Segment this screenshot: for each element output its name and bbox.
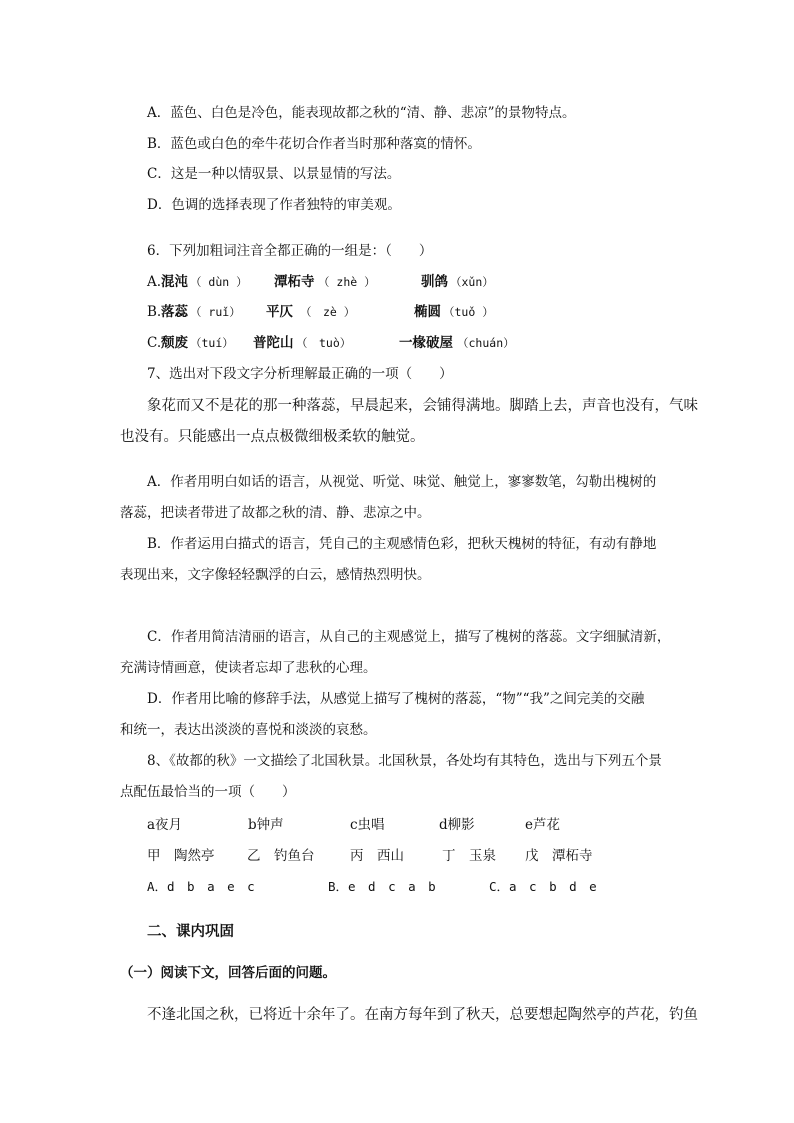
q6-c-pinyin1: （tuí） — [190, 336, 234, 350]
q6-b-word1: 落蕊 — [161, 304, 188, 320]
q5-option-b — [147, 134, 481, 154]
scene-item: a夜月 — [147, 817, 183, 833]
q6-a-word3: 驯鸽 — [421, 274, 448, 290]
q6-c-pinyin3: （chuán） — [457, 336, 515, 350]
option-text: 蓝色、白色是冷色，能表现故都之秋的“清、静、悲凉”的景物特点。 — [170, 105, 576, 121]
q7-option-c-line2: 充满诗情画意，使读者忘却了悲秋的心理。 — [120, 660, 377, 676]
q6-b-word3: 椭圆 — [414, 304, 441, 320]
q6-a-pinyin2: （ zhè ） — [318, 275, 376, 289]
place-item: 乙 钓鱼台 — [247, 848, 315, 864]
option-label: C． — [147, 166, 171, 182]
scene-item: d柳影 — [439, 817, 475, 833]
q8-stem-line2: 点配伍最恰当的一项（ ） — [120, 784, 296, 800]
option-text: 这是一种以情驭景、以景显情的写法。 — [170, 166, 401, 182]
q7-passage-line2: 也没有。只能感出一点点极微细极柔软的触觉。 — [120, 429, 425, 445]
q6-b-word2: 平仄 — [266, 304, 293, 320]
option-label: D． — [147, 197, 172, 213]
q5-option-c — [147, 164, 400, 184]
place-item: 丙 西山 — [350, 848, 404, 864]
answer-option: A．d b a e c — [147, 879, 255, 894]
answer-option: B．e d c a b — [328, 879, 436, 894]
q6-a-label: A. — [147, 274, 162, 290]
q7-option-b-line1: B．作者运用白描式的语言，凭自己的主观感情色彩，把秋天槐树的特征，有动有静地 — [147, 536, 657, 552]
scene-item: b钟声 — [248, 817, 284, 833]
q6-c-pinyin2: （ tuò） — [296, 336, 352, 350]
place-item: 戊 潭柘寺 — [525, 848, 593, 864]
q7-stem: 7、选出对下段文字分析理解最正确的一项（ ） — [147, 366, 453, 382]
q6-stem: 6．下列加粗词注音全都正确的一组是：（ ） — [147, 243, 433, 259]
q6-a-word2: 潭柘寺 — [274, 274, 315, 290]
q7-option-d-line1: D．作者用比喻的修辞手法，从感觉上描写了槐树的落蕊，“物”“我”之间完美的交融 — [147, 691, 645, 707]
option-label: A． — [147, 105, 171, 121]
scene-item: e芦花 — [525, 817, 560, 833]
q6-a-pinyin3: （xǔn） — [450, 275, 494, 289]
q7-option-d-line2: 和统一，表达出淡淡的喜悦和淡淡的哀愁。 — [120, 722, 377, 738]
option-text: 蓝色或白色的牵牛花切合作者当时那种落寞的情怀。 — [170, 136, 481, 152]
place-item: 丁 玉泉 — [442, 848, 496, 864]
answer-option: C．a c b d e — [489, 879, 597, 894]
q6-b-pinyin1: （ ruǐ） — [190, 305, 241, 319]
q6-c-word2: 普陀山 — [253, 335, 294, 351]
q6-a-pinyin1: （ dùn ） — [190, 275, 248, 289]
place-item: 甲 陶然亭 — [147, 848, 215, 864]
option-label: B． — [147, 136, 171, 152]
q6-c-word3: 一椽破屋 — [399, 335, 453, 351]
q6-b-pinyin3: （tuǒ ） — [443, 305, 494, 319]
q6-a-word1: 混沌 — [161, 274, 188, 290]
section-subtitle: （一）阅读下文，回答后面的问题。 — [120, 965, 336, 981]
q6-c-word1: 颓废 — [161, 335, 188, 351]
q7-passage-line1: 象花而又不是花的那一种落蕊，早晨起来，会铺得满地。脚踏上去，声音也没有，气味 — [147, 398, 698, 414]
q5-option-a — [147, 103, 576, 123]
q7-option-a-line2: 落蕊，把读者带进了故都之秋的清、静、悲凉之中。 — [120, 505, 431, 521]
reading-passage-line1: 不逢北国之秋，已将近十余年了。在南方每年到了秋天，总要想起陶然亭的芦花，钓鱼 — [147, 1007, 698, 1023]
q8-stem-line1: 8、《故都的秋》一文描绘了北国秋景。北国秋景，各处均有其特色，选出与下列五个景 — [147, 753, 662, 769]
q7-option-a-line1: A．作者用明白如话的语言，从视觉、听觉、味觉、触觉上，寥寥数笔，勾勒出槐树的 — [147, 474, 657, 490]
q7-option-b-line2: 表现出来，文字像轻轻飘浮的白云，感情热烈明快。 — [120, 567, 431, 583]
option-text: 色调的选择表现了作者独特的审美观。 — [171, 197, 401, 213]
q5-option-d — [147, 195, 401, 215]
q7-option-c-line1: C．作者用简洁清丽的语言，从自己的主观感觉上，描写了槐树的落蕊。文字细腻清新， — [147, 629, 671, 645]
q6-b-pinyin2: （ zè ） — [300, 305, 356, 319]
section-title: 二、课内巩固 — [147, 923, 234, 940]
scene-item: c虫唱 — [350, 817, 385, 833]
q6-c-label: C. — [147, 335, 162, 351]
q6-b-label: B. — [147, 304, 162, 320]
